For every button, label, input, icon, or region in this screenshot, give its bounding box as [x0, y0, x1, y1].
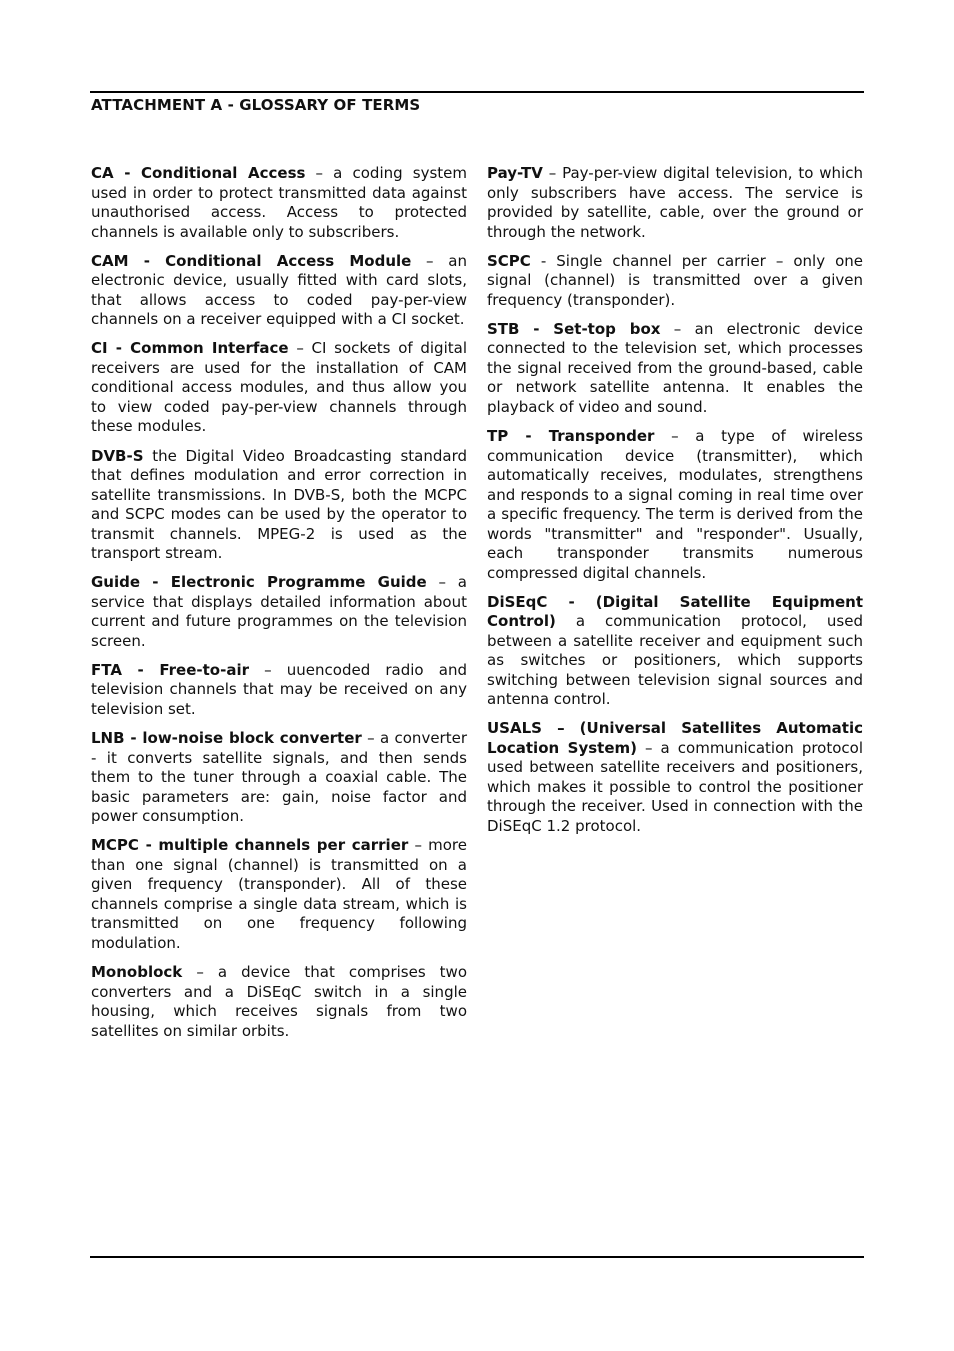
- glossary-term: Monoblock: [91, 963, 183, 981]
- glossary-entry-ca: [91, 164, 467, 242]
- footer-rule: [90, 1256, 864, 1258]
- glossary-definition: – an electronic device connected to the television set, which processes the signal received from the ground-based, cable or network satellite antenna. It enables the playback of video and sound.: [487, 319, 863, 416]
- glossary-definition: – an electronic device, usually fitted with card slots, that allows access to coded pay-per-view channels on a receiver equipped with a CI socket.: [91, 251, 467, 329]
- glossary-entry-cam: [91, 252, 467, 330]
- glossary-entry-ci: [91, 339, 467, 437]
- glossary-term: Guide - Electronic Programme Guide: [91, 573, 427, 592]
- glossary-definition: – a communication protocol used between satellite receivers and positioners, which makes it possible to control the positioner through the receiver. Used in connection with the DiSEqC 1.2 protocol.: [487, 738, 864, 835]
- glossary-definition: – a device that comprises two converters and a DiSEqC switch in a single housing, which receives signals from two satellites on similar orbits.: [91, 963, 467, 1040]
- glossary-term: MCPC - multiple channels per carrier: [91, 836, 409, 855]
- glossary-definition: the Digital Video Broadcasting standard that defines modulation and error correction in satellite transmissions. In DVB-S, both the MCPC and SCPC modes can be used by the operator to transmit channels. MPEG-2 is used as the transport stream.: [91, 446, 467, 563]
- glossary-term: CAM - Conditional Access Module: [91, 251, 412, 270]
- glossary-definition: – a type of wireless communication device (transmitter), which automatically receives, modulates, strengthens and responds to a signal coming in real time over a specific frequency. The term is derived from the words "transmitter" and "responder". Usually, each transponder transmits numerous compressed digital channels.: [487, 427, 863, 582]
- glossary-entry-fta: [91, 661, 467, 720]
- glossary-definition: a communication protocol, used between a satellite receiver and equipment such as switches or positioners, which supports switching between television signal sources and antenna control.: [487, 612, 863, 709]
- page-title: ATTACHMENT A - GLOSSARY OF TERMS: [91, 96, 421, 114]
- glossary-term: TP - Transponder: [487, 427, 655, 446]
- glossary-entry-mcpc: [91, 836, 467, 953]
- glossary-entry-stb: [487, 320, 863, 418]
- glossary-entry-lnb: [91, 729, 467, 827]
- glossary-column-left: [91, 164, 467, 1051]
- glossary-entry-tp: [487, 427, 863, 583]
- glossary-definition: – CI sockets of digital receivers are used for the installation of CAM conditional access modules, and thus allow you to view coded pay-per-view channels through these modules.: [91, 339, 467, 436]
- glossary-entry-scpc: [487, 252, 863, 311]
- glossary-definition: – a converter - it converts satellite signals, and then sends them to the tuner through a coaxial cable. The basic parameters are: gain, noise factor and power consumption.: [91, 729, 467, 826]
- glossary-entry-usals: [487, 719, 863, 836]
- glossary-entry-diseqc: [487, 593, 863, 710]
- header-rule: [90, 91, 864, 93]
- glossary-term: DiSEqC - (Digital Satellite Equipment Control): [487, 592, 863, 631]
- glossary-entry-guide: [91, 573, 467, 651]
- glossary-term: DVB-S: [91, 446, 144, 465]
- glossary-entry-dvb-s: [91, 447, 467, 564]
- glossary-definition: – uuencoded radio and television channels that may be received on any television set.: [91, 660, 467, 718]
- glossary-term: LNB - low-noise block converter: [91, 729, 362, 748]
- glossary-term: SCPC: [487, 251, 531, 270]
- glossary-entry-monoblock: [91, 963, 467, 1041]
- glossary-definition: - Single channel per carrier – only one signal (channel) is transmitted over a given frequency (transponder).: [487, 251, 863, 309]
- glossary-entry-pay-tv: [487, 164, 863, 242]
- glossary-term: CI - Common Interface: [91, 339, 289, 358]
- glossary-term: USALS – (Universal Satellites Automatic Location System): [487, 719, 863, 757]
- glossary-definition: – more than one signal (channel) is transmitted on a given frequency (transponder). All of these channels comprise a single data stream, which is transmitted on one frequency following modulation.: [91, 836, 467, 952]
- glossary-term: CA - Conditional Access: [91, 164, 306, 182]
- glossary-definition: – Pay-per-view digital television, to which only subscribers have access. The service is provided by satellite, cable, over the ground or through the network.: [487, 164, 863, 241]
- glossary-term: FTA - Free-to-air: [91, 660, 249, 679]
- glossary-definition: – a service that displays detailed information about current and future programmes on the television screen.: [91, 573, 467, 650]
- glossary-definition: – a coding system used in order to protect transmitted data against unauthorised access. Access to protected channels is available only to subscribers.: [91, 164, 467, 241]
- glossary-term: Pay-TV: [487, 164, 543, 182]
- glossary-term: STB - Set-top box: [487, 319, 661, 338]
- glossary-column-right: [487, 164, 863, 846]
